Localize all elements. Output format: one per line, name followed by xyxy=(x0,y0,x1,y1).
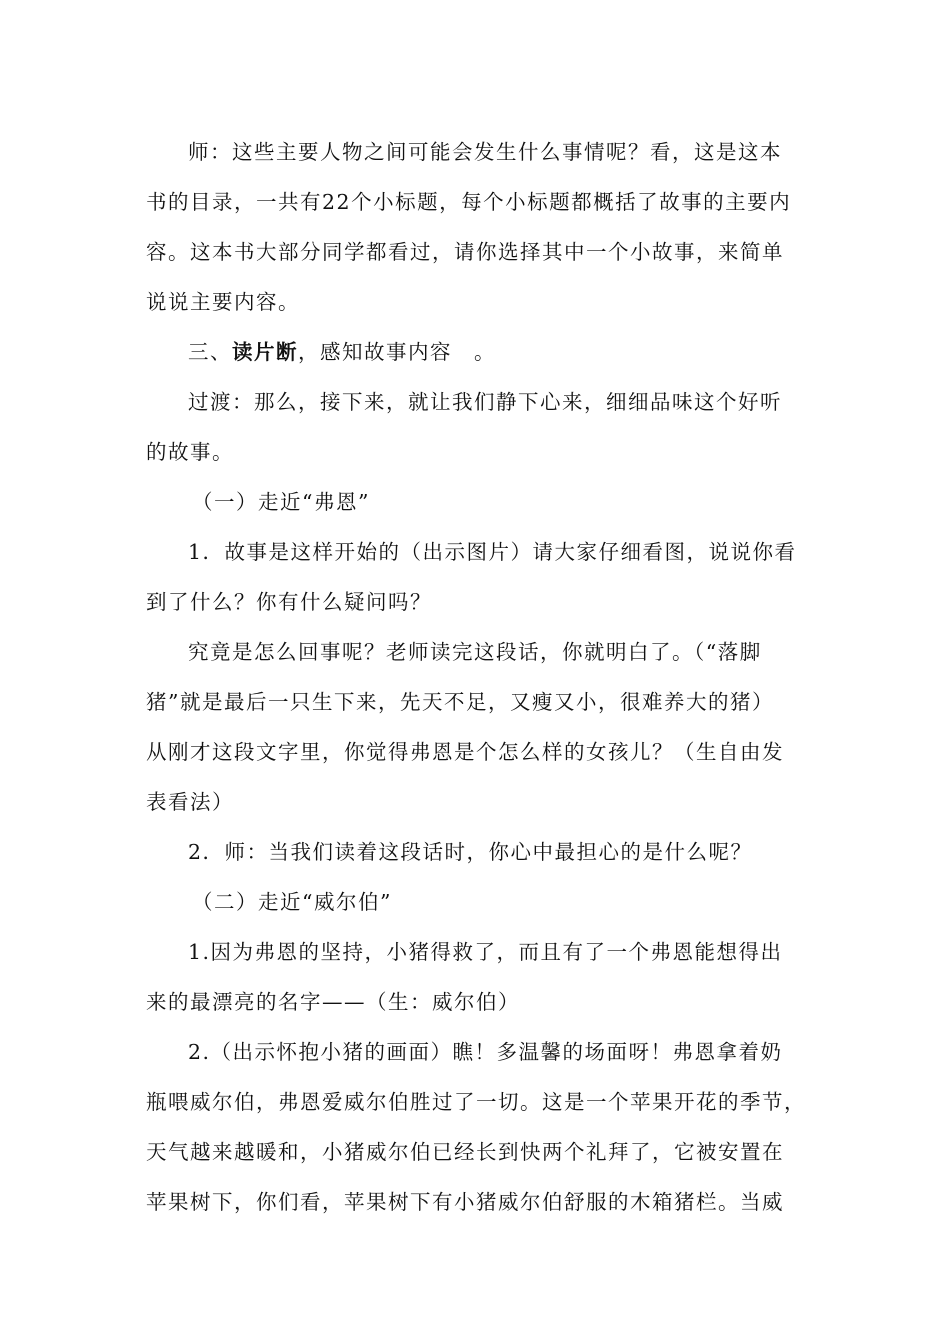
paragraph-line: 瓶喂威尔伯，弗恩爱威尔伯胜过了一切。这是一个苹果开花的季节， xyxy=(146,1090,806,1114)
section-heading-prefix: 三、 xyxy=(188,340,232,364)
section-heading-bold: 读片断 xyxy=(232,340,298,364)
paragraph-line: 说说主要内容。 xyxy=(146,290,300,314)
paragraph-line: 来的最漂亮的名字——（生：威尔伯） xyxy=(146,990,520,1014)
paragraph-line: 苹果树下，你们看，苹果树下有小猪威尔伯舒服的木箱猪栏。当威 xyxy=(146,1190,784,1214)
paragraph-line: 2．师：当我们读着这段话时，你心中最担心的是什么呢？ xyxy=(188,840,753,864)
paragraph-line: 的故事。 xyxy=(146,440,234,464)
paragraph-line: 从刚才这段文字里，你觉得弗恩是个怎么样的女孩儿？（生自由发 xyxy=(146,740,784,764)
paragraph-line: 猪”就是最后一只生下来，先天不足，又瘦又小，很难养大的猪） xyxy=(146,690,774,714)
paragraph-line: 师：这些主要人物之间可能会发生什么事情呢？看，这是这本 xyxy=(188,140,782,164)
paragraph-line: 2.（出示怀抱小猪的画面）瞧！多温馨的场面呀！弗恩拿着奶 xyxy=(188,1040,783,1064)
section-heading-suffix: ，感知故事内容 。 xyxy=(298,340,496,364)
paragraph-line: 1．故事是这样开始的（出示图片）请大家仔细看图，说说你看 xyxy=(188,540,797,564)
subsection-heading: （二）走近“威尔伯” xyxy=(192,890,392,914)
paragraph-line: 容。这本书大部分同学都看过，请你选择其中一个小故事，来简单 xyxy=(146,240,784,264)
paragraph-line: 究竟是怎么回事呢？老师读完这段话，你就明白了。（“落脚 xyxy=(188,640,762,664)
subsection-heading: （一）走近“弗恩” xyxy=(192,490,370,514)
paragraph-line: 过渡：那么，接下来，就让我们静下心来，细细品味这个好听 xyxy=(188,390,782,414)
paragraph-line: 表看法） xyxy=(146,790,234,814)
paragraph-line: 书的目录，一共有22个小标题，每个小标题都概括了故事的主要内 xyxy=(146,190,792,214)
section-heading xyxy=(188,338,496,366)
paragraph-line: 天气越来越暖和，小猪威尔伯已经长到快两个礼拜了，它被安置在 xyxy=(146,1140,784,1164)
paragraph-line: 1.因为弗恩的坚持，小猪得救了，而且有了一个弗恩能想得出 xyxy=(188,940,783,964)
paragraph-line: 到了什么？你有什么疑问吗？ xyxy=(146,590,432,614)
